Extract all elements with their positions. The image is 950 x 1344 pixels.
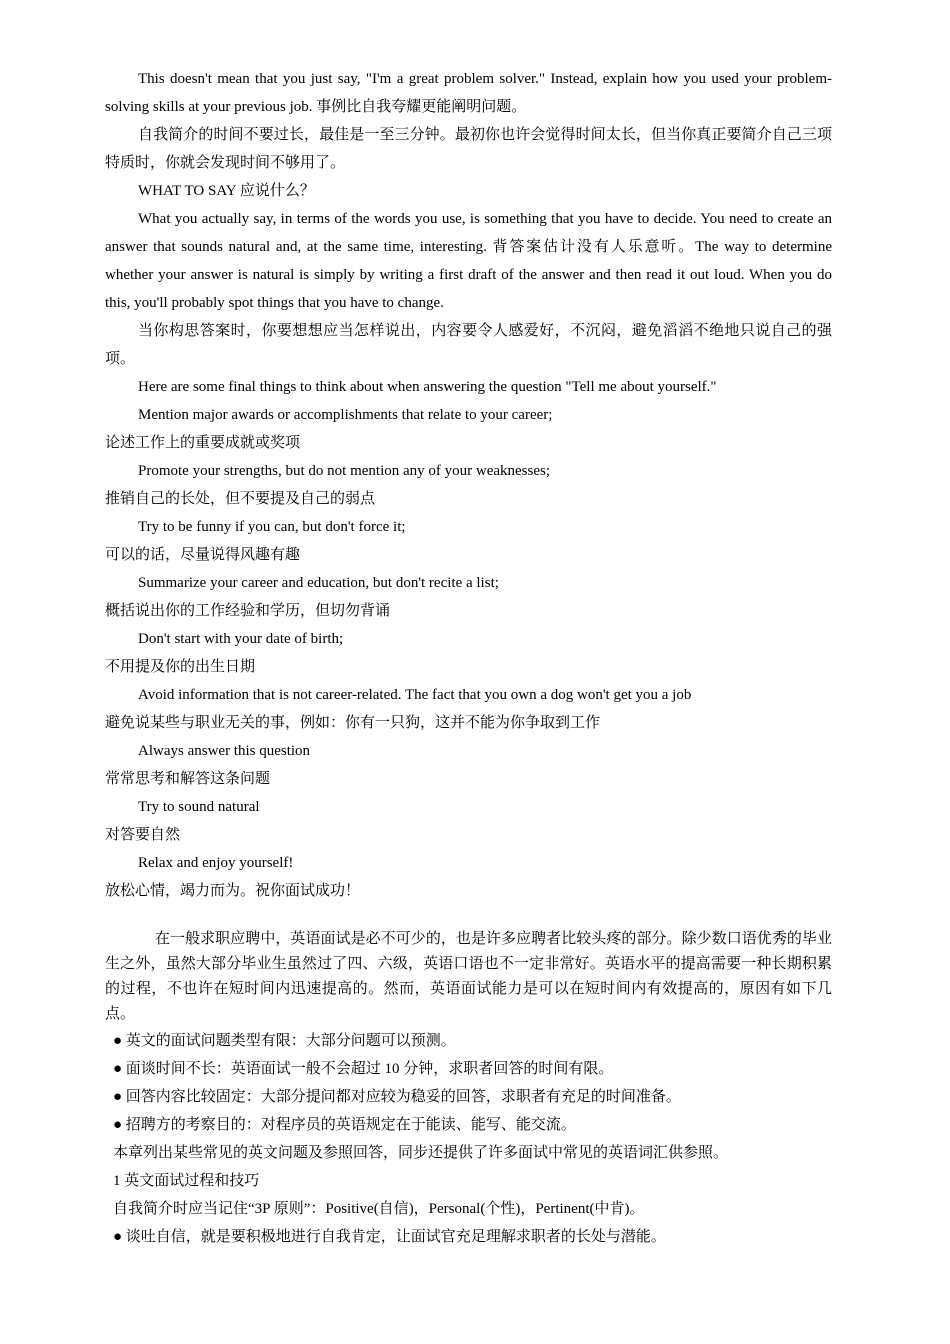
document-page — [105, 65, 832, 1251]
paragraph: What you actually say, in terms of the words you use, is something that you have to decide. You need to create an answer that sounds natural and, at the same time, interesting. 背答案估计没有人乐意听。The way to determine whether your answer is natural is simply by writing a first draft of the answer and then read it out loud. When you do this, you'll probably spot things that you have to change. — [105, 211, 832, 311]
bullet-item: ● 面谈时间不长：英语面试一般不会超过 10 分钟，求职者回答的时间有限。 — [113, 1061, 614, 1077]
tip-chinese: 可以的话，尽量说得风趣有趣 — [105, 547, 301, 563]
tip-chinese: 对答要自然 — [105, 827, 181, 843]
tip-chinese: 不用提及你的出生日期 — [105, 659, 256, 675]
intro-paragraph: 在一般求职应聘中，英语面试是必不可少的，也是许多应聘者比较头疼的部分。除少数口语优秀的毕业生之外，虽然大部分毕业生虽然过了四、六级，英语口语也不一定非常好。英语水平的提高需要一种长期积累的过程，不也许在短时间内迅速提高的。然而，英语面试能力是可以在短时间内有效提高的，原因有如下几点。 — [105, 931, 832, 1022]
section-heading: WHAT TO SAY 应说什么？ — [138, 183, 315, 199]
principle-paragraph: 自我简介时应当记住“3P 原则”：Positive(自信)，Personal(个性)，Pertinent(中肯)。 — [113, 1201, 645, 1217]
bullet-item: ● 谈吐自信，就是要积极地进行自我肯定，让面试官充足理解求职者的长处与潜能。 — [113, 1229, 666, 1245]
chapter-heading: 1 英文面试过程和技巧 — [113, 1173, 260, 1189]
tip-chinese: 论述工作上的重要成就或奖项 — [105, 435, 301, 451]
summary-paragraph: 本章列出某些常见的英文问题及参照回答，同步还提供了许多面试中常见的英语词汇供参照。 — [113, 1145, 729, 1161]
tip-english: Avoid information that is not career-related. The fact that you own a dog won't get you a job — [138, 687, 692, 703]
section-english-interview — [105, 927, 832, 1251]
bullet-item: ● 英文的面试问题类型有限：大部分问题可以预测。 — [113, 1033, 456, 1049]
paragraph: This doesn't mean that you just say, "I'm a great problem solver." Instead, explain how you used your problem-solving skills at your previous job. 事例比自我夸耀更能阐明问题。 — [105, 71, 832, 115]
tip-chinese: 常常思考和解答这条问题 — [105, 771, 271, 787]
tip-chinese: 放松心情，竭力而为。祝你面试成功！ — [105, 883, 361, 899]
tip-english: Always answer this question — [138, 743, 311, 759]
tip-english: Mention major awards or accomplishments that relate to your career; — [138, 407, 553, 423]
tip-english: Try to sound natural — [138, 799, 260, 815]
section-spacer — [105, 905, 832, 927]
bullet-item: ● 回答内容比较固定：大部分提问都对应较为稳妥的回答，求职者有充足的时间准备。 — [113, 1089, 681, 1105]
paragraph: Here are some final things to think about when answering the question "Tell me about yourself." — [138, 379, 717, 395]
tip-english: Don't start with your date of birth; — [138, 631, 344, 647]
tip-english: Promote your strengths, but do not mention any of your weaknesses; — [138, 463, 551, 479]
tip-chinese: 概括说出你的工作经验和学历，但切勿背诵 — [105, 603, 391, 619]
section-self-introduction-tips — [105, 65, 832, 905]
tip-chinese: 推销自己的长处，但不要提及自己的弱点 — [105, 491, 376, 507]
bullet-item: ● 招聘方的考察目的：对程序员的英语规定在于能读、能写、能交流。 — [113, 1117, 576, 1133]
paragraph: 当你构思答案时，你要想想应当怎样说出，内容要令人感爱好，不沉闷，避免滔滔不绝地只说自己的强项。 — [105, 323, 832, 367]
tip-english: Try to be funny if you can, but don't force it; — [138, 519, 406, 535]
tip-english: Relax and enjoy yourself! — [138, 855, 294, 871]
tip-chinese: 避免说某些与职业无关的事，例如：你有一只狗，这并不能为你争取到工作 — [105, 715, 601, 731]
tip-english: Summarize your career and education, but don't recite a list; — [138, 575, 499, 591]
paragraph: 自我简介的时间不要过长，最佳是一至三分钟。最初你也许会觉得时间太长，但当你真正要简介自己三项特质时，你就会发现时间不够用了。 — [105, 127, 832, 171]
